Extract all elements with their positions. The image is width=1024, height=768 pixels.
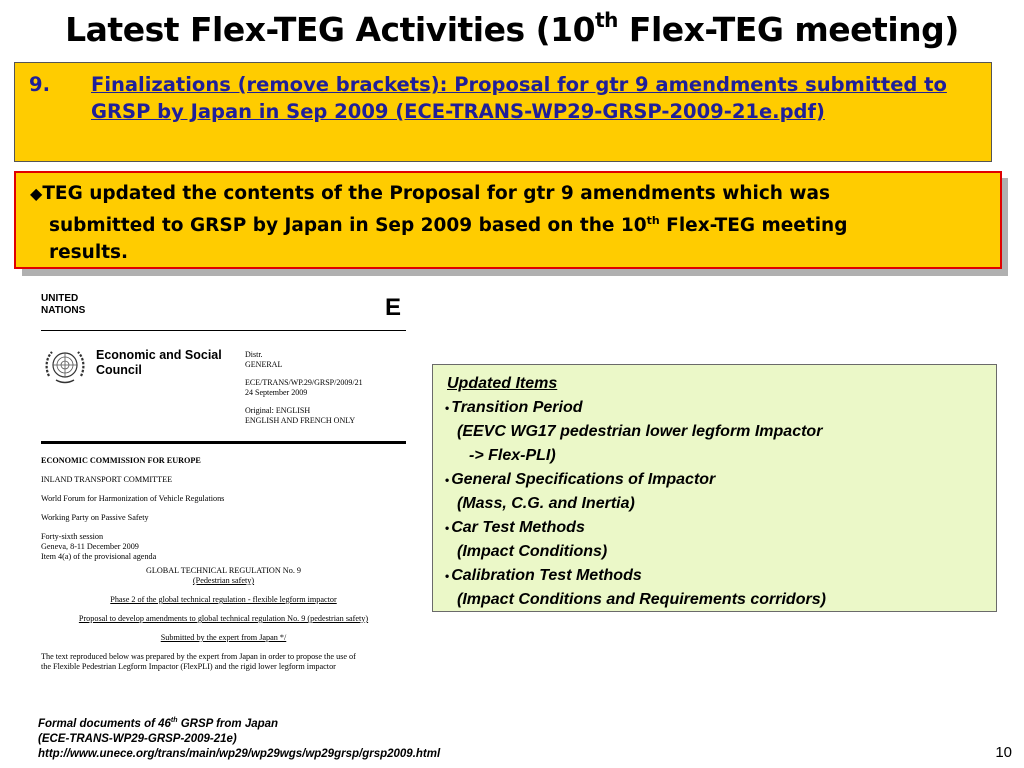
list-item: • Transition Period — [445, 399, 583, 416]
highlight-line-2-end: Flex-TEG meeting — [659, 215, 848, 237]
agenda-item-number: 9. — [29, 73, 50, 96]
diamond-bullet-icon: ◆ — [30, 184, 43, 203]
slide-title: Latest Flex-TEG Activities (10th Flex-TEG meeting) — [65, 8, 959, 49]
page-number: 10 — [995, 744, 1012, 761]
highlight-line-1: TEG updated the contents of the Proposal for gtr 9 amendments which was — [42, 183, 830, 204]
highlight-box — [14, 171, 1002, 269]
agenda-item-box — [14, 62, 992, 162]
highlight-line-3: results. — [49, 242, 129, 264]
list-item: • Car Test Methods — [445, 519, 585, 536]
list-item: • Calibration Test Methods — [445, 567, 642, 584]
document-metadata: Distr. GENERAL ECE/TRANS/WP.29/GRSP/2009/21 24 September 2009 Original: ENGLISH ENGLISH AND FRENCH ONLY — [245, 350, 363, 425]
document-caption: Formal documents of 46th GRSP from Japan (ECE-TRANS-WP29-GRSP-2009-21e) http://www.unece.org/trans/main/wp29/wp29wgs/wp29grsp/grsp2009.html — [38, 717, 441, 760]
council-name: Economic and Social Council — [96, 348, 222, 377]
un-name: UNITED NATIONS — [41, 293, 86, 316]
updated-items-header: Updated Items — [447, 375, 558, 392]
agenda-item-text: Finalizations (remove brackets): Proposal for gtr 9 amendments submitted to GRSP by Japan in Sep 2009 (ECE-TRANS-WP29-GRSP-2009-21e.pdf) — [91, 73, 947, 123]
un-emblem-icon — [43, 346, 87, 386]
list-item: • General Specifications of Impactor — [445, 471, 716, 488]
divider — [41, 330, 406, 331]
highlight-sup: th — [646, 214, 660, 227]
updated-items-box: Updated Items • Transition Period (EEVC WG17 pedestrian lower legform Impactor -> Flex-PLI) • General Specifications of Impactor (Mass, C.G. and Inertia) • Car Test Methods (Impact Conditions) • Calibration Test Methods (Impact Conditions and Requirements corridors) — [432, 364, 997, 612]
document-body: ECONOMIC COMMISSION FOR EUROPE INLAND TRANSPORT COMMITTEE World Forum for Harmonization of Vehicle Regulations Working Party on Passive Safety Forty-sixth session Geneva, 8-11 December 2009 Item 4(a) of the provisional agenda GLOBAL TECHNICAL REGULATION No. 9 (Pedestrian safety) Phase 2 of the global technical regulation - flexible legform impactor Proposal to develop amendments to global technical regulation No. 9 (pedestrian safety) Submitted by the expert from Japan */ The text reproduced below was prepared by the expert from Japan in order to propose the use of the Flexible Pedestrian Legform Impactor (FlexPLI) and the rigid lower legform impactor — [41, 456, 369, 671]
document-language-letter: E — [384, 294, 401, 321]
divider-thick — [41, 441, 406, 444]
un-document-image — [38, 288, 406, 698]
document-url: http://www.unece.org/trans/main/wp29/wp29wgs/wp29grsp/grsp2009.html — [38, 747, 441, 760]
highlight-line-2: submitted to GRSP by Japan in Sep 2009 based on the 10 — [49, 215, 647, 237]
